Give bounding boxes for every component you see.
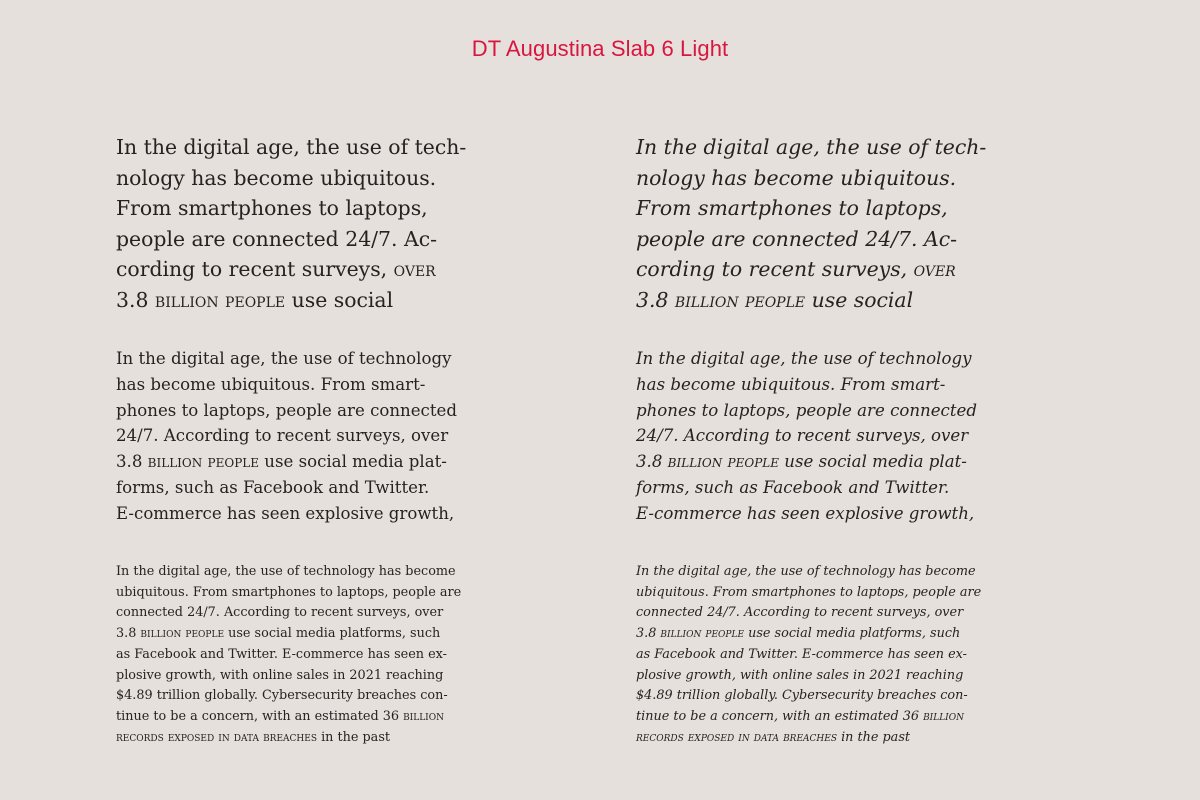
text-line: ubiquitous. From smartphones to laptops, people are	[636, 584, 982, 600]
text-run: 3.8	[116, 626, 141, 642]
text-line	[116, 254, 596, 285]
text-line: has become ubiquitous. From smart-	[636, 374, 946, 394]
text-run: cording to recent surveys,	[636, 257, 914, 281]
text-line	[116, 285, 596, 316]
text-line: From smartphones to laptops,	[636, 196, 948, 220]
text-line	[116, 707, 596, 728]
text-line: 24/7. According to recent surveys, over	[636, 426, 969, 446]
text-line: people are connected 24/7. Ac-	[636, 226, 958, 251]
text-run: in the past	[317, 729, 391, 745]
text-run: use social media platforms, such	[744, 626, 961, 642]
medium-italic-text-block	[636, 346, 1116, 527]
large-text-block	[116, 132, 596, 315]
text-line: $4.89 trillion globally. Cybersecurity breaches con-	[116, 688, 448, 704]
text-run: tinue to be a concern, with an estimated 36	[116, 708, 404, 724]
text-line	[116, 624, 596, 645]
text-line: has become ubiquitous. From smart-	[116, 374, 426, 394]
text-line: From smartphones to laptops,	[116, 196, 428, 220]
text-line: forms, such as Facebook and Twitter.	[636, 477, 950, 497]
text-run: use social	[285, 287, 394, 312]
small-caps-run: billion people	[147, 452, 259, 472]
large-italic-text-block	[636, 132, 1116, 315]
text-line: ubiquitous. From smartphones to laptops, people are	[116, 584, 462, 600]
small-caps-run: over	[393, 257, 436, 281]
text-line: nology has become ubiquitous.	[116, 165, 437, 190]
text-line: In the digital age, the use of technology has become	[116, 564, 456, 579]
text-line	[116, 449, 596, 475]
text-line: In the digital age, the use of tech-	[116, 135, 467, 159]
text-run: in the past	[837, 729, 911, 745]
text-line	[116, 728, 596, 749]
text-run: use social media platforms, such	[224, 626, 441, 642]
text-line	[636, 285, 1116, 316]
text-line: $4.89 trillion globally. Cybersecurity breaches con-	[636, 688, 968, 704]
small-caps-run: 3.8 billion people	[116, 287, 286, 312]
text-line: phones to laptops, people are connected	[116, 400, 457, 420]
text-line: people are connected 24/7. Ac-	[116, 226, 438, 251]
text-line: phones to laptops, people are connected	[636, 400, 977, 420]
text-line	[636, 707, 1116, 728]
text-line: 24/7. According to recent surveys, over	[116, 426, 449, 446]
text-line: as Facebook and Twitter. E-commerce has seen ex-	[636, 646, 967, 662]
text-run: use social media plat-	[259, 452, 447, 472]
medium-text-block	[116, 346, 596, 527]
small-caps-run: 3.8 billion people	[636, 287, 806, 312]
text-line	[636, 624, 1116, 645]
small-caps-run: billion people	[140, 626, 225, 642]
text-line: In the digital age, the use of tech-	[636, 135, 987, 159]
text-run: 3.8	[636, 626, 661, 642]
text-run: use social	[805, 287, 914, 312]
small-text-block	[116, 562, 596, 748]
small-caps-run: billion people	[660, 626, 745, 642]
small-caps-run: billion people	[667, 452, 779, 472]
text-line: In the digital age, the use of technology has become	[636, 564, 976, 579]
text-run: 3.8	[116, 452, 148, 472]
small-caps-run: over	[913, 257, 956, 281]
text-line: E-commerce has seen explosive growth,	[116, 503, 455, 523]
text-run: 3.8	[636, 452, 668, 472]
text-line	[636, 254, 1116, 285]
small-caps-run: records exposed in data breaches	[116, 729, 317, 745]
text-run: cording to recent surveys,	[116, 257, 394, 281]
small-italic-text-block	[636, 562, 1116, 748]
small-caps-run: billion	[923, 708, 964, 724]
specimen-title: DT Augustina Slab 6 Light	[471, 36, 729, 61]
text-line	[636, 728, 1116, 749]
text-line: plosive growth, with online sales in 2021 reaching	[636, 667, 964, 683]
text-line: forms, such as Facebook and Twitter.	[116, 477, 430, 497]
text-run: tinue to be a concern, with an estimated 36	[636, 708, 924, 724]
small-caps-run: billion	[403, 708, 444, 724]
text-run: use social media plat-	[779, 452, 967, 472]
text-line: as Facebook and Twitter. E-commerce has seen ex-	[116, 646, 447, 662]
text-line: E-commerce has seen explosive growth,	[636, 503, 975, 523]
text-line: In the digital age, the use of technology	[636, 349, 972, 368]
text-line: connected 24/7. According to recent surveys, over	[116, 605, 444, 621]
text-line: nology has become ubiquitous.	[636, 165, 957, 190]
text-line: connected 24/7. According to recent surveys, over	[636, 605, 964, 621]
text-line	[636, 449, 1116, 475]
text-line: plosive growth, with online sales in 2021 reaching	[116, 667, 444, 683]
text-line: In the digital age, the use of technology	[116, 349, 452, 368]
small-caps-run: records exposed in data breaches	[636, 729, 837, 745]
